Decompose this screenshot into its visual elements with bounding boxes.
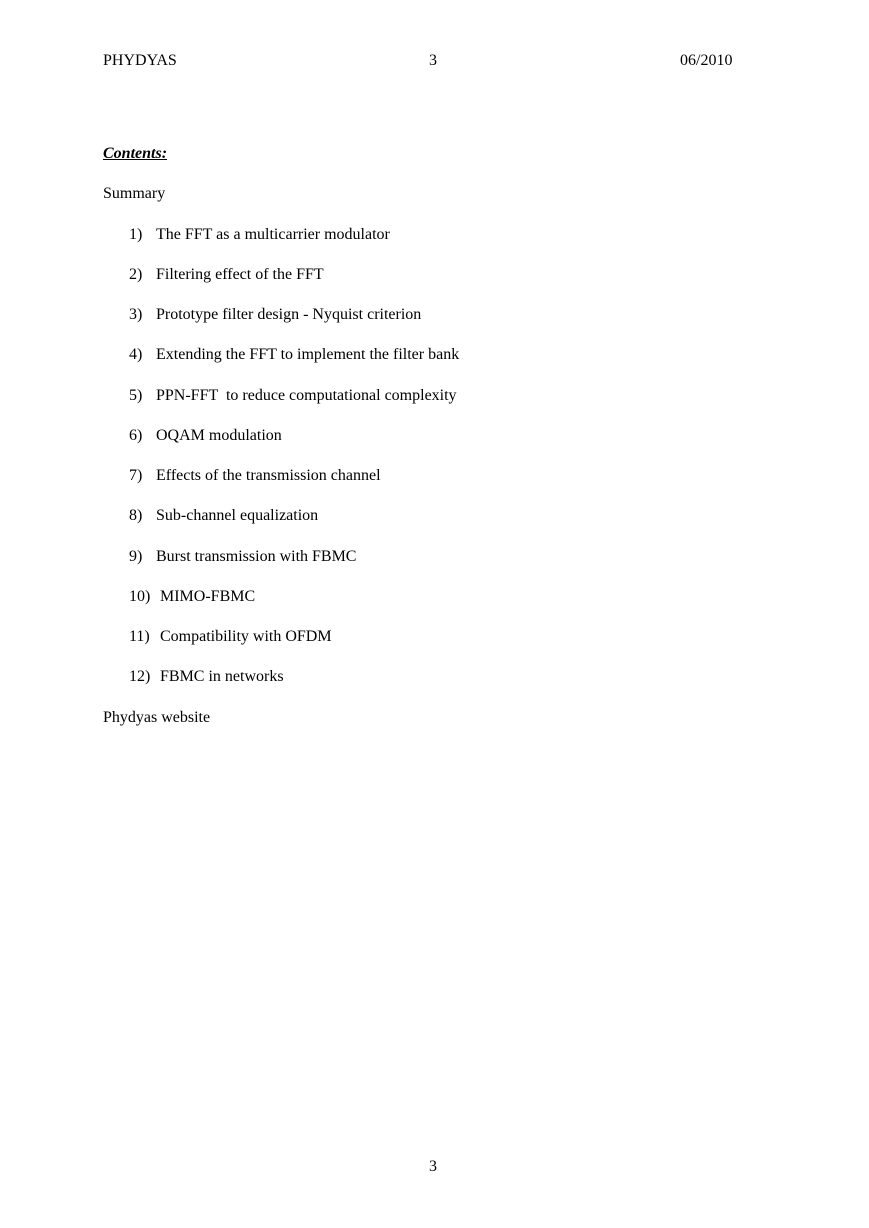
toc-item-number: 12): [129, 668, 151, 685]
header-page-number: 3: [429, 52, 437, 69]
toc-item-number: 6): [129, 427, 143, 444]
toc-item: [129, 588, 255, 606]
toc-item: [129, 266, 324, 284]
toc-item-label: Burst transmission with FBMC: [156, 548, 357, 565]
toc-item-number: 5): [129, 387, 143, 404]
toc-item: [129, 548, 356, 566]
toc-item-number: 8): [129, 507, 143, 524]
toc-item: [129, 346, 459, 364]
toc-item: [129, 668, 284, 686]
toc-item: [129, 387, 457, 405]
toc-item-number: 1): [129, 226, 143, 243]
toc-item-label: Filtering effect of the FFT: [156, 266, 324, 283]
header-project-name: PHYDYAS: [103, 52, 177, 69]
toc-item: [129, 507, 318, 525]
toc-item-number: 4): [129, 346, 143, 363]
toc-item: [129, 226, 390, 244]
toc-item-number: 10): [129, 588, 151, 605]
toc-item-number: 7): [129, 467, 143, 484]
toc-item-number: 2): [129, 266, 143, 283]
toc-item-label: Sub-channel equalization: [156, 507, 319, 524]
toc-item-label: The FFT as a multicarrier modulator: [156, 226, 390, 243]
toc-summary: Summary: [103, 185, 166, 202]
toc-item-number: 11): [129, 628, 150, 645]
toc-item-number: 9): [129, 548, 143, 565]
header-date: 06/2010: [680, 52, 733, 69]
toc-item-label: Prototype filter design - Nyquist criterion: [156, 306, 422, 323]
page-header: [0, 52, 869, 72]
toc-item-label: OQAM modulation: [156, 427, 282, 444]
toc-item-label: Effects of the transmission channel: [156, 467, 381, 484]
footer-page-number: 3: [429, 1158, 437, 1175]
toc-item-number: 3): [129, 306, 143, 323]
toc-item: [129, 306, 421, 324]
toc-item-label: FBMC in networks: [160, 668, 284, 685]
toc-item-label: Compatibility with OFDM: [160, 628, 332, 645]
toc-item: [129, 427, 282, 445]
toc-item-label: MIMO-FBMC: [160, 588, 256, 605]
toc-item-label: PPN-FFT to reduce computational complexity: [156, 387, 457, 404]
contents-heading: Contents:: [103, 145, 168, 162]
toc-item: [129, 628, 332, 646]
toc-item: [129, 467, 381, 485]
toc-website: Phydyas website: [103, 709, 211, 726]
toc-item-label: Extending the FFT to implement the filter bank: [156, 346, 460, 363]
